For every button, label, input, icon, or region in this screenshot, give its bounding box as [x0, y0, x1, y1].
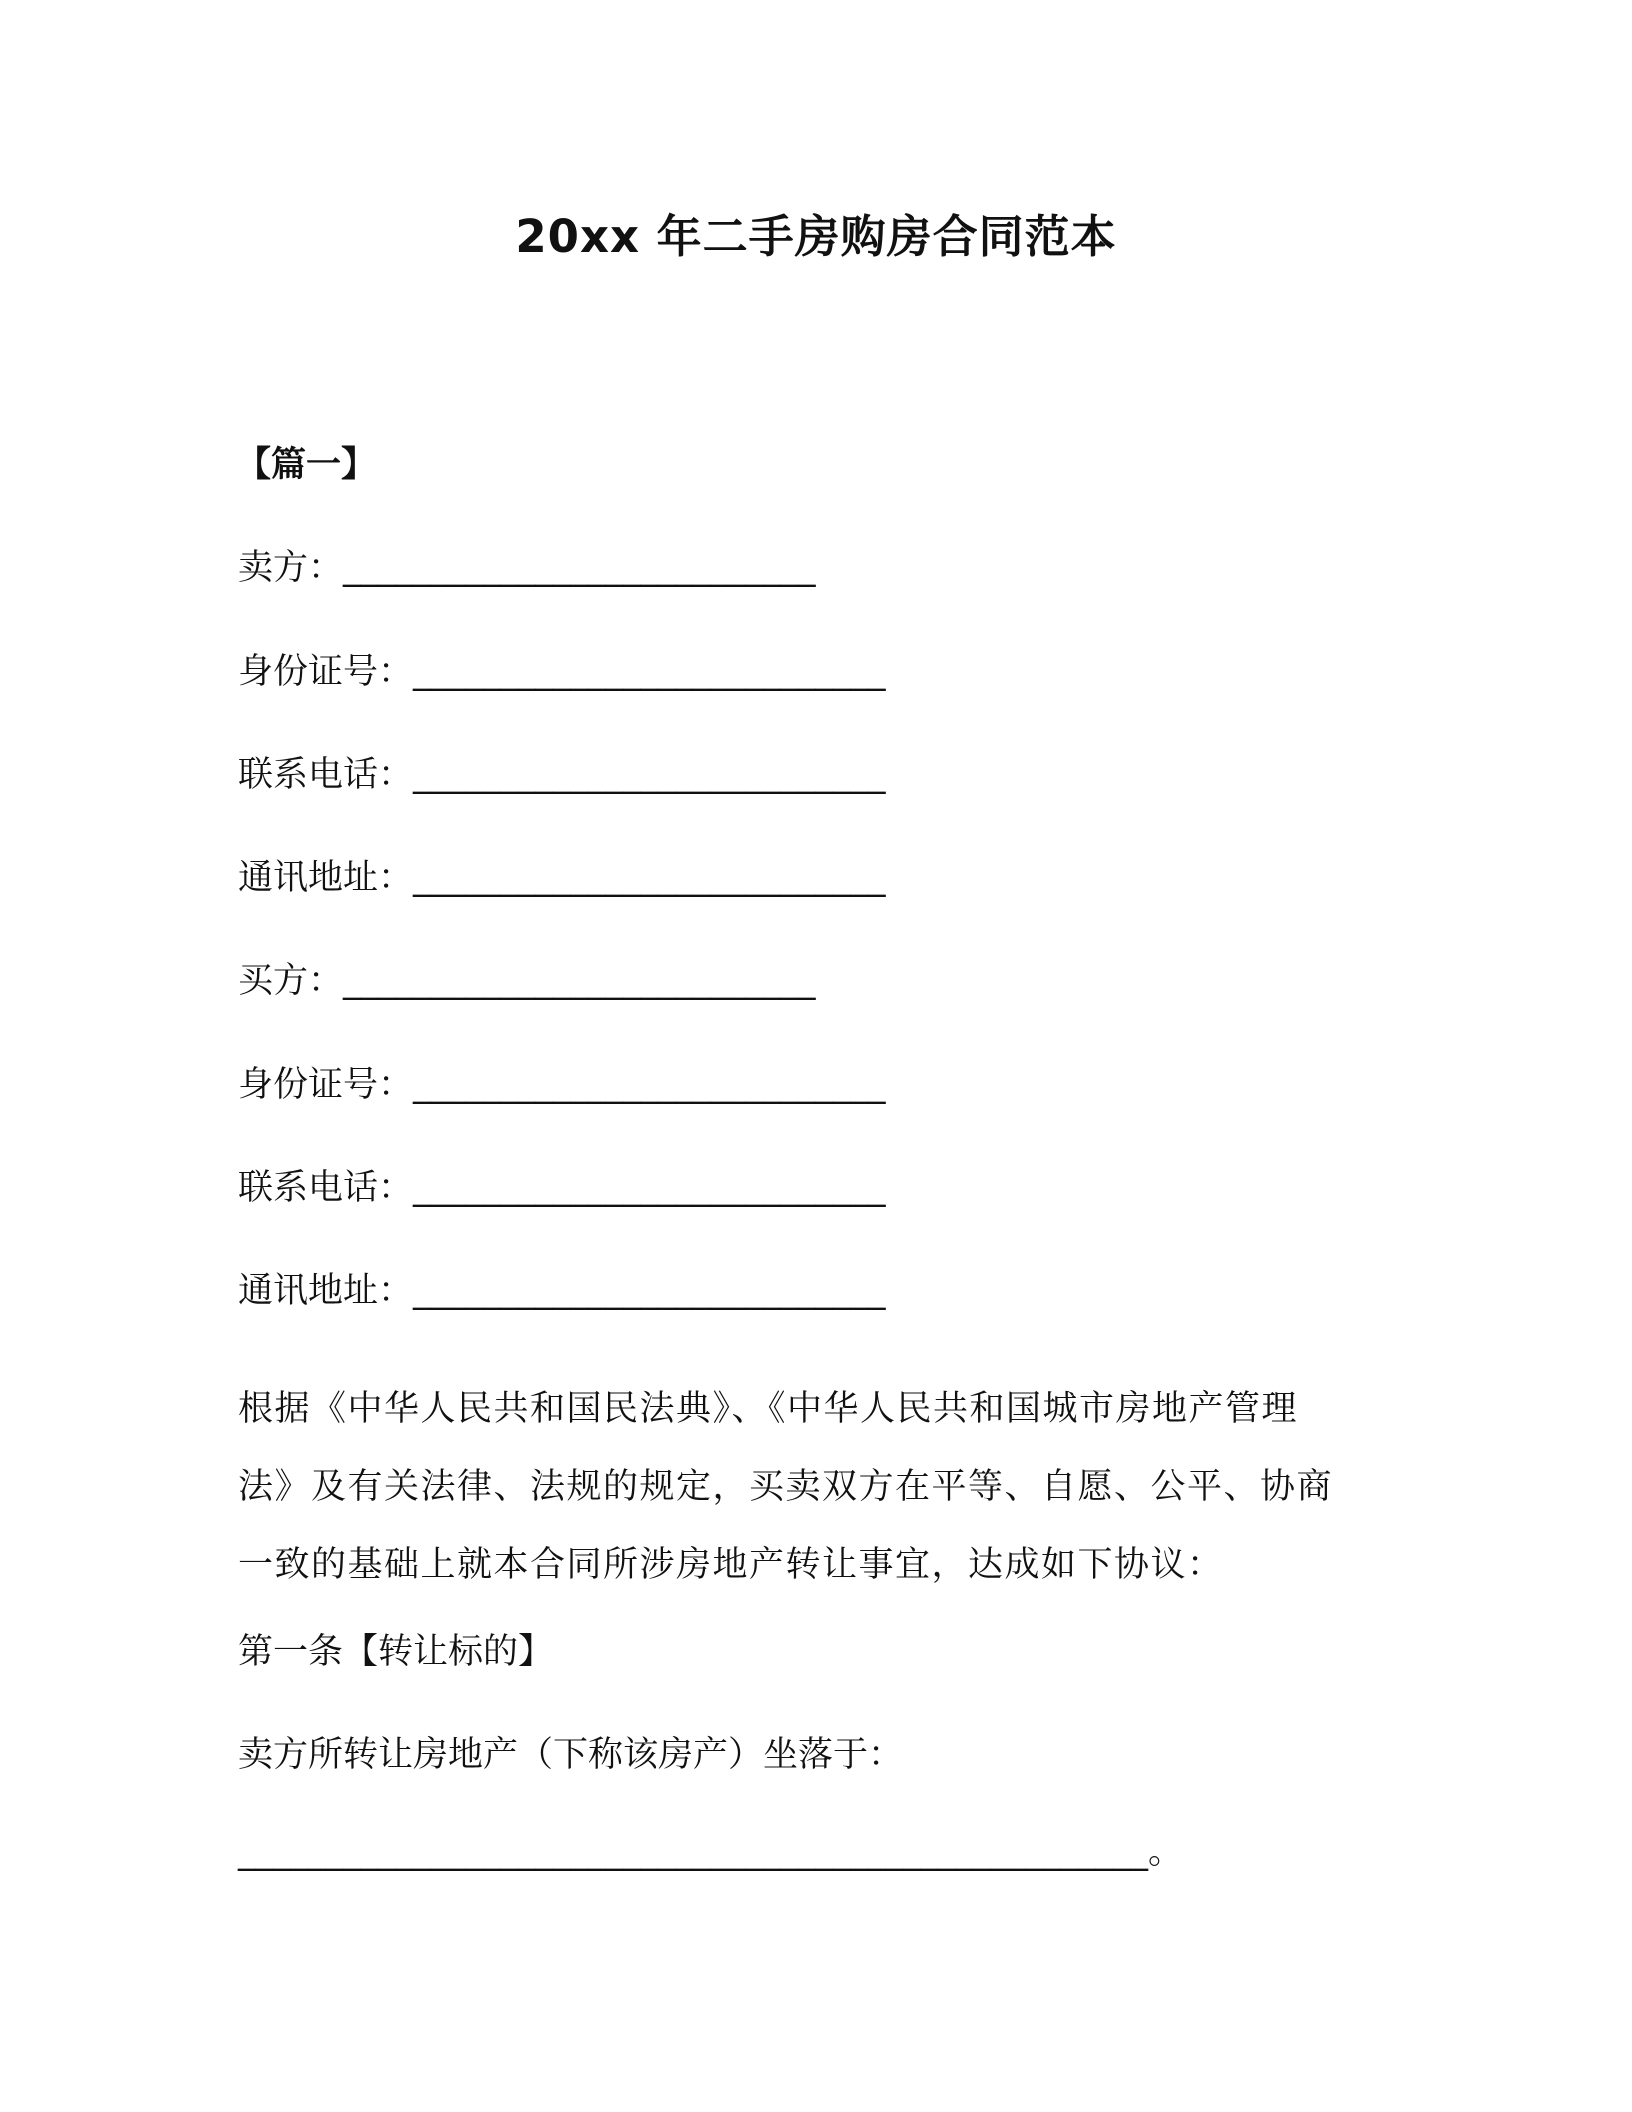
seller-phone-line: 联系电话：___________________________: [238, 755, 886, 795]
buyer-address-line: 通讯地址：___________________________: [238, 1271, 886, 1311]
preamble-line: 根据《中华人民共和国民法典》、《中华人民共和国城市房地产管理: [238, 1389, 1299, 1429]
document-title: 20xx 年二手房购房合同范本: [515, 210, 1117, 263]
buyer-name-line: 买方：___________________________: [238, 961, 816, 1001]
preamble-line: 一致的基础上就本合同所涉房地产转让事宜，达成如下协议：: [238, 1545, 1224, 1585]
location-blank-line: ____________________________________________________。: [238, 1832, 1184, 1872]
seller-name-line: 卖方：___________________________: [238, 548, 816, 588]
article1-text: 卖方所转让房地产（下称该房产）坐落于：: [238, 1735, 904, 1775]
seller-id-line: 身份证号：___________________________: [238, 652, 886, 692]
article1-heading: 第一条【转让标的】: [238, 1632, 554, 1672]
preamble-line: 法》及有关法律、法规的规定，买卖双方在平等、自愿、公平、协商: [238, 1467, 1334, 1507]
section-label: 【篇一】: [236, 445, 377, 485]
seller-address-line: 通讯地址：___________________________: [238, 858, 886, 898]
preamble-paragraph: [238, 1370, 1358, 1604]
buyer-id-line: 身份证号：___________________________: [238, 1065, 886, 1105]
buyer-phone-line: 联系电话：___________________________: [238, 1168, 886, 1208]
